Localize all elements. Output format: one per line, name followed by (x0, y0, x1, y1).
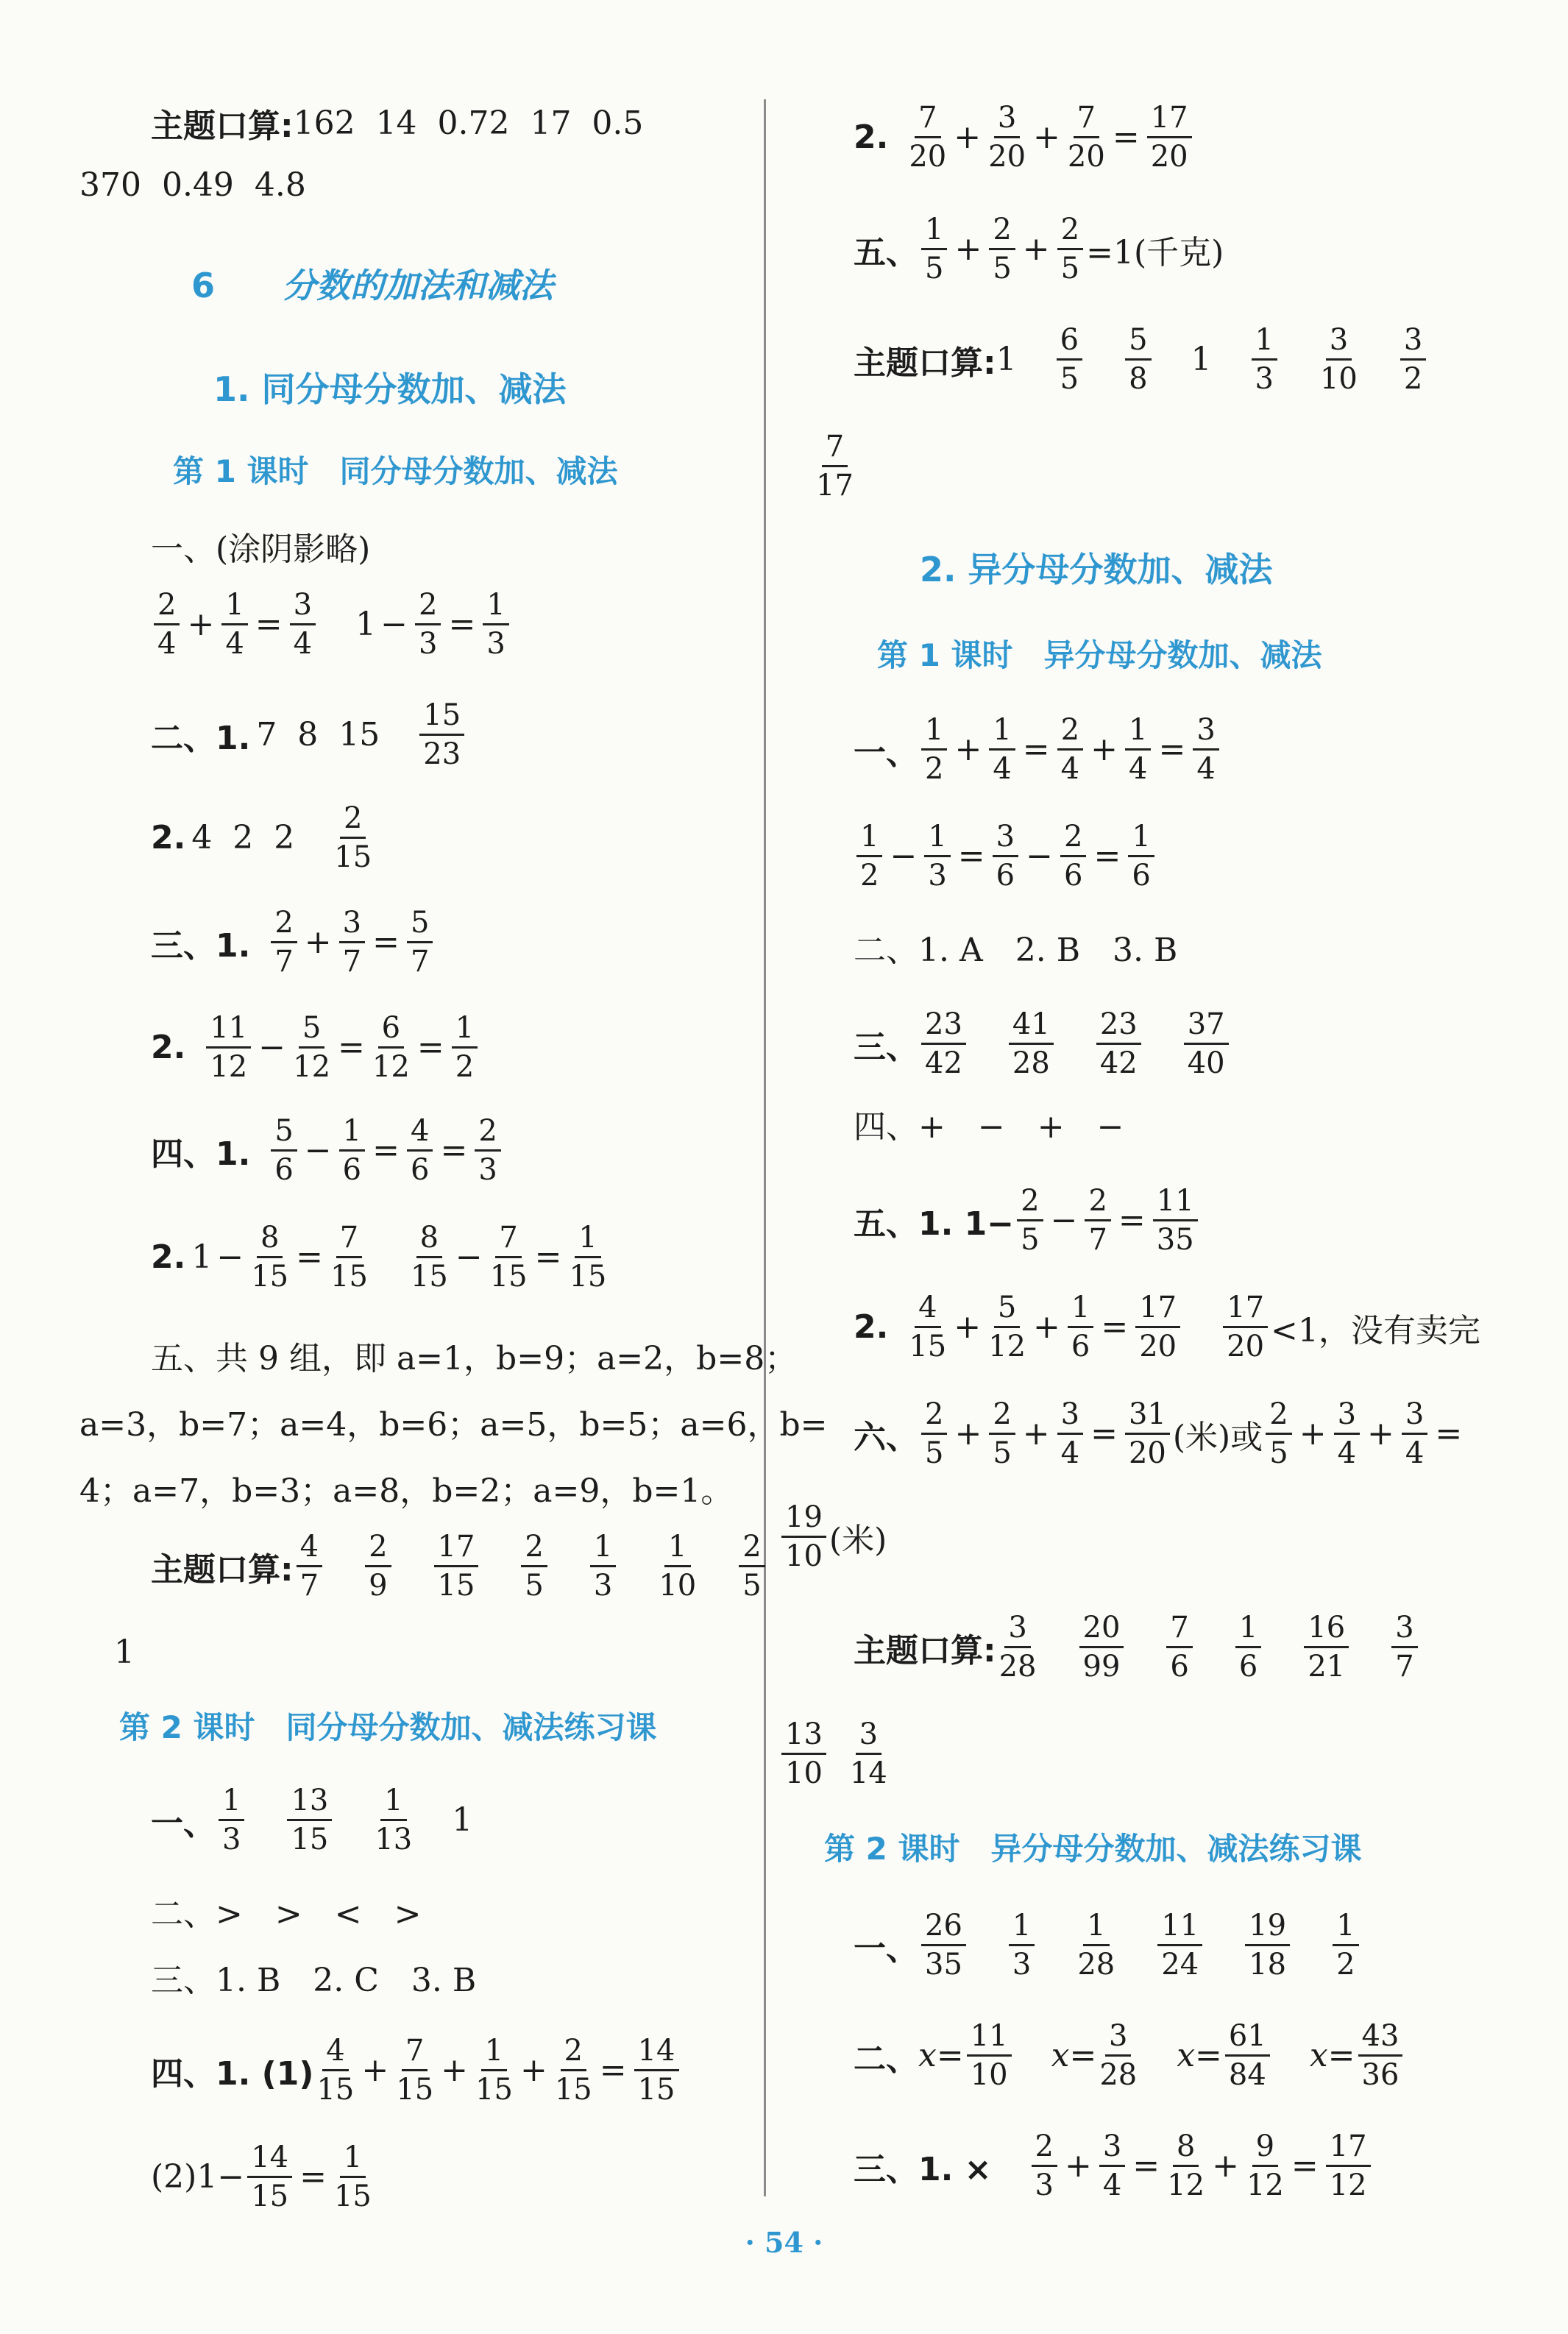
oral-values: 162 14 0.72 17 0.5 (293, 104, 644, 142)
p4-2: (2)1− $\frac{14}{15}$ = $\frac{1}{15}$ (151, 2140, 372, 2213)
oral-label: 主题口算: (151, 107, 294, 145)
a6: 五、1. 1− $\frac{2}{5}$ − $\frac{2}{7}$ = $\frac{11}{35}$ (854, 1185, 1201, 1256)
a8-cont: 19 10 (米) (778, 1501, 887, 1572)
c2: 二、 x = 11 10 x = 3 28 x = 61 84 x = 43 36 (854, 2020, 1405, 2091)
q3-1: 三、1. 2 7 + $\frac{3}{7}$ = $\frac{5}{7}$ (151, 907, 436, 978)
a1: 一、 1 2 + $\frac{1}{4}$ = $\frac{2}{4}$ + $\frac{1}{4}$ = $\frac{3}{4}$ (854, 714, 1222, 785)
column-divider (764, 99, 766, 2196)
oral-calc-4-tail: 13 10 3 14 (778, 1718, 890, 1789)
oral-calc-4: 主题口算: 3 28 20 99 7 6 1 6 16 21 3 7 (854, 1611, 1421, 1683)
q5-line3: 4；a=7，b=3；a=8，b=2；a=9，b=1。 (79, 1472, 734, 1510)
oral-calc-1-cont (79, 166, 306, 204)
a2: 1 2 − $\frac{1}{3}$ = $\frac{3}{6}$ − $\frac{2}{6}$ = $\frac{1}{6}$ (854, 820, 1157, 892)
oral-calc-1 (151, 99, 643, 146)
q4-1: 四、1. 5 6 − $\frac{1}{6}$ = $\frac{4}{6}$ = $\frac{2}{3}$ (151, 1115, 504, 1186)
c3: 三、1. × 2 3 + $\frac{3}{4}$ = $\frac{8}{12}$ + $\frac{9}{12}$ = $\frac{17}{12}$ (854, 2130, 1374, 2202)
oral-values-cont: 370 0.49 4.8 (79, 166, 306, 204)
page-number: · 54 · (745, 2226, 823, 2259)
oral-calc-2: 主题口算: 4 7 2 9 17 15 2 5 1 3 1 10 2 5 (151, 1530, 768, 1602)
section-heading-2: 2. 异分母分数加、减法 (920, 550, 1273, 589)
q4-2: 2. 1 − $\frac{8}{15}$ = $\frac{7}{15}$ 8 15 − $\frac{7}{15}$ = $\frac{1}{15}$ (151, 1221, 607, 1294)
lesson-heading-2: 第 2 课时 同分母分数加、减法练习课 (119, 1709, 657, 1745)
p1: 一、 1 3 13 15 1 13 1 (151, 1784, 473, 1856)
q5-line2: a=3，b=7；a=4，b=6；a=5，b=5；a=6，b= (79, 1406, 828, 1444)
q5-line1: 五、共 9 组，即 a=1，b=9；a=2，b=8； (151, 1340, 798, 1377)
a5: 四、+ − + − (854, 1108, 1124, 1146)
q1: 一、(涂阴影略) (151, 531, 371, 568)
r1: 2. 7 20 + $\frac{3}{20}$ + $\frac{7}{20}$ = $\frac{17}{20}$ (854, 102, 1195, 173)
oral-calc-3: 主题口算: 1 6 5 5 8 1 1 3 3 10 3 2 (854, 324, 1429, 395)
a7: 2. 4 15 + $\frac{5}{12}$ + $\frac{1}{6}$ = $\frac{17}{20}$ 17 20 <1，没有卖完 (854, 1291, 1480, 1363)
a3: 二、1. A 2. B 3. B (854, 932, 1178, 969)
q2-2: 2. 4 2 2 2 15 (151, 801, 372, 874)
lesson-heading-4: 第 2 课时 异分母分数加、减法练习课 (824, 1831, 1362, 1867)
chapter-heading: 6 分数的加法和减法 (191, 266, 554, 305)
lesson-heading-3: 第 1 课时 异分母分数加、减法 (877, 637, 1322, 673)
section-heading-1: 1. 同分母分数加、减法 (213, 369, 567, 409)
lesson-heading-1: 第 1 课时 同分母分数加、减法 (173, 453, 618, 489)
p4-1: 四、1. (1) 4 15 + $\frac{7}{15}$ + $\frac{1}{15}$ + $\frac{2}{15}$ = $\frac{14}{15}$ (151, 2035, 682, 2106)
p2: 二、> > < > (151, 1895, 422, 1933)
oral-calc-3-tail: 7 17 (816, 430, 854, 503)
a4: 三、 23 42 41 28 23 42 37 40 (854, 1008, 1232, 1079)
q2-1: 二、1. 7 8 15 15 23 (151, 699, 467, 770)
c1: 一、 26 35 1 3 1 28 11 24 19 18 1 2 (854, 1909, 1362, 1981)
q3-2: 2. 11 12 − $\frac{5}{12}$ = $\frac{6}{12}$ = $\frac{1}{2}$ (151, 1012, 480, 1083)
q1-math: 2 4 + $\frac{1}{4}$ = $\frac{3}{4}$ 1 − $\frac{2}{3}$ = $\frac{1}{3}$ (151, 589, 512, 660)
p3: 三、1. B 2. C 3. B (151, 1962, 477, 1999)
oral-calc-2-tail: 1 (114, 1634, 135, 1671)
r2: 五、 1 5 + $\frac{2}{5}$ + $\frac{2}{5}$ =1(千克) (854, 213, 1224, 285)
a8: 六、 2 5 + $\frac{2}{5}$ + $\frac{3}{4}$ = $\frac{31}{20}$ (米)或 2 5 + $\frac{3}{4}$ + $\frac{3}{4}$ = (854, 1397, 1463, 1470)
